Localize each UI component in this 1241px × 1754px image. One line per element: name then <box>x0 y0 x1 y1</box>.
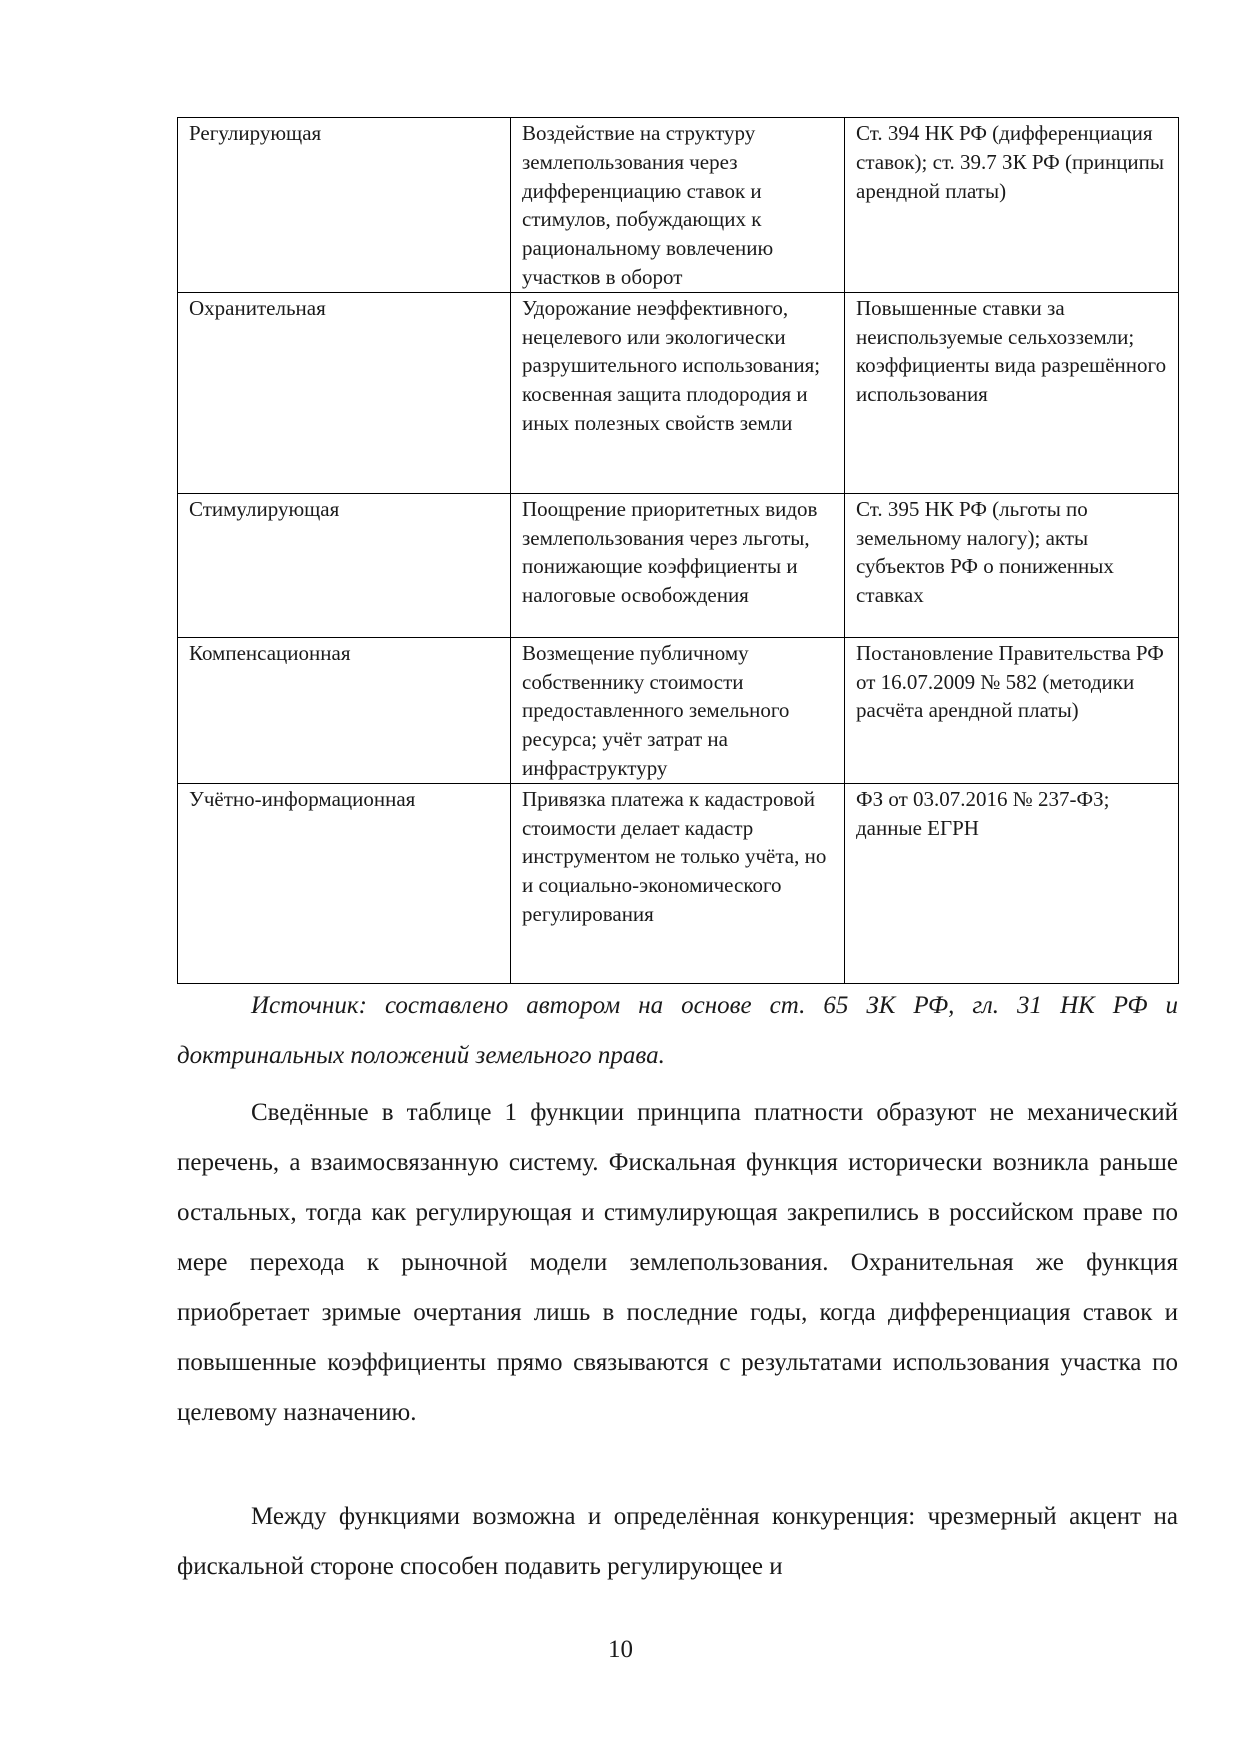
table-source-note: Источник: составлено автором на основе ст. 65 ЗК РФ, гл. 31 НК РФ и доктринальных положений земельного права. <box>177 992 1178 1069</box>
legal-basis-cell: Повышенные ставки за неиспользуемые сельхозземли; коэффициенты вида разрешённого использования <box>845 292 1179 493</box>
body-paragraph: Между функциями возможна и определённая конкуренция: чрезмерный акцент на фискальной стороне способен подавить регулирующее и <box>177 1503 1178 1580</box>
page-number: 10 <box>608 1636 633 1663</box>
function-content-cell: Удорожание неэффективного, нецелевого или экологически разрушительного использования; косвенная защита плодородия и иных полезных свойств земли <box>511 292 845 493</box>
table-row <box>178 493 1179 637</box>
functions-table <box>177 117 1179 984</box>
function-name-cell: Компенсационная <box>178 637 511 783</box>
body-paragraph: Сведённые в таблице 1 функции принципа платности образуют не механический перечень, а взаимосвязанную систему. Фискальная функция исторически возникла раньше остальных, тогда как регулирующая и стимулирующая закрепились в российском праве по мере перехода к рыночной модели землепользования. Охранительная же функция приобретает зримые очертания лишь в последние годы, когда дифференциация ставок и повышенные коэффициенты прямо связываются с результатами использования участка по целевому назначению. <box>177 1099 1178 1426</box>
function-name-cell: Охранительная <box>178 292 511 493</box>
function-content-cell: Воздействие на структуру землепользования через дифференциацию ставок и стимулов, побуждающих к рациональному вовлечению участков в оборот <box>511 118 845 293</box>
function-content-cell: Привязка платежа к кадастровой стоимости делает кадастр инструментом не только учёта, но и социально-экономического регулирования <box>511 783 845 983</box>
legal-basis-cell: Постановление Правительства РФ от 16.07.2009 № 582 (методики расчёта арендной платы) <box>845 637 1179 783</box>
function-content-cell: Поощрение приоритетных видов землепользования через льготы, понижающие коэффициенты и налоговые освобождения <box>511 493 845 637</box>
function-name-cell: Стимулирующая <box>178 493 511 637</box>
function-content-cell: Возмещение публичному собственнику стоимости предоставленного земельного ресурса; учёт затрат на инфраструктуру <box>511 637 845 783</box>
table-row <box>178 292 1179 493</box>
function-name-cell: Регулирующая <box>178 118 511 293</box>
table-row <box>178 118 1179 293</box>
legal-basis-cell: Ст. 395 НК РФ (льготы по земельному налогу); акты субъектов РФ о пониженных ставках <box>845 493 1179 637</box>
legal-basis-cell: ФЗ от 03.07.2016 № 237-ФЗ; данные ЕГРН <box>845 783 1179 983</box>
legal-basis-cell: Ст. 394 НК РФ (дифференциация ставок); ст. 39.7 ЗК РФ (принципы арендной платы) <box>845 118 1179 293</box>
table-row <box>178 637 1179 783</box>
table-row <box>178 783 1179 983</box>
function-name-cell: Учётно-информационная <box>178 783 511 983</box>
